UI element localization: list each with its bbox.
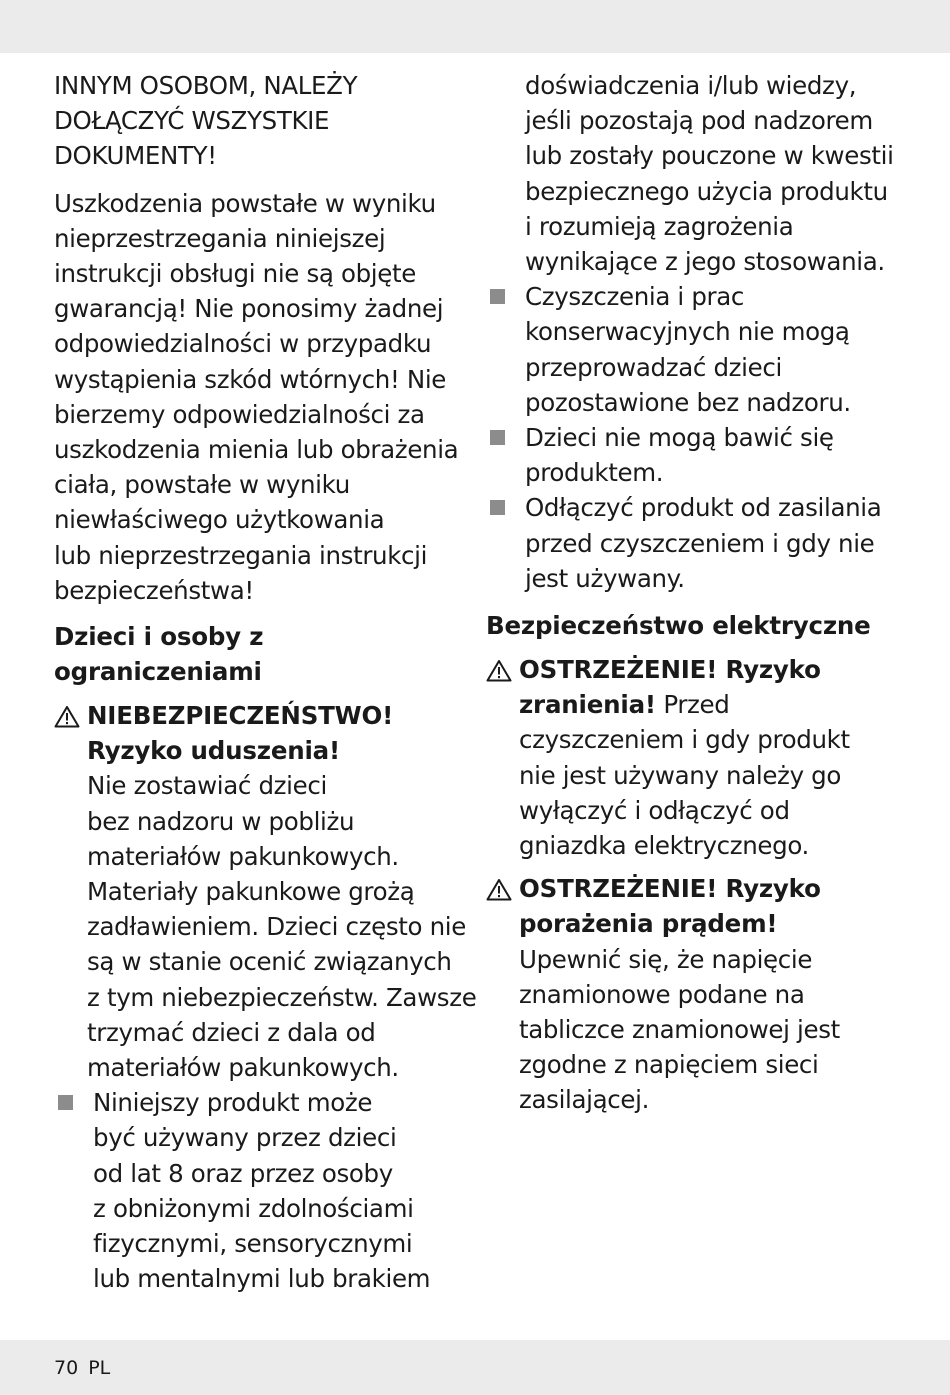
- warning-body-line: nie jest używany należy go: [519, 760, 841, 790]
- warning-title: OSTRZEŻENIE! Ryzyko: [519, 874, 821, 904]
- warning-title-line: [519, 687, 906, 722]
- warning-title: zranienia!: [519, 690, 656, 720]
- bullet-line: przed czyszczeniem i gdy nie: [525, 528, 875, 558]
- notice-line: DOKUMENTY!: [54, 141, 217, 171]
- warning-triangle-icon: [54, 705, 80, 728]
- bullet-line: lub mentalnymi lub brakiem: [93, 1264, 431, 1294]
- page-footer: [54, 1357, 110, 1379]
- danger-body-line: bez nadzoru w pobliżu: [87, 806, 355, 836]
- square-bullet-icon: [490, 430, 505, 445]
- bullet-item-usage: [54, 1085, 474, 1296]
- paragraph-line: instrukcji obsługi nie są objęte: [54, 259, 416, 289]
- paragraph-line: ciała, powstałe w wyniku: [54, 470, 350, 500]
- bullet-line: lub zostały pouczone w kwestii: [525, 141, 894, 171]
- bullet-line: od lat 8 oraz przez osoby: [93, 1158, 393, 1188]
- warning-body-line: znamionowe podane na: [519, 979, 805, 1009]
- footer-band: [0, 1340, 950, 1395]
- warning-body-line: zgodne z napięciem sieci: [519, 1050, 819, 1080]
- page-number: 70: [54, 1357, 79, 1379]
- language-code: PL: [88, 1357, 111, 1379]
- danger-title: NIEBEZPIECZEŃSTWO!: [87, 701, 394, 731]
- bullet-line: produktem.: [525, 458, 664, 488]
- header-band: [0, 0, 950, 53]
- bullet-line: fizycznymi, sensorycznymi: [93, 1229, 413, 1259]
- left-column: [54, 68, 477, 1297]
- warning-body-line: wyłączyć i odłączyć od: [519, 795, 790, 825]
- warning-triangle-icon: [486, 878, 512, 901]
- bullet-continuation: [486, 68, 906, 279]
- notice-line: INNYM OSOBOM, NALEŻY: [54, 71, 358, 100]
- bullet-line: z obniżonymi zdolnościami: [93, 1193, 414, 1223]
- notice-line: DOŁĄCZYĆ WSZYSTKIE: [54, 106, 330, 136]
- section-heading-electrical: [486, 608, 906, 643]
- square-bullet-icon: [58, 1095, 73, 1110]
- bullet-line: Dzieci nie mogą bawić się: [525, 423, 834, 453]
- warning-body-line: tabliczce znamionowej jest: [519, 1015, 840, 1045]
- heading-line: Bezpieczeństwo elektryczne: [486, 611, 871, 641]
- warning-body-line: Upewnić się, że napięcie: [519, 944, 813, 974]
- square-bullet-icon: [490, 500, 505, 515]
- danger-body-line: Nie zostawiać dzieci: [87, 771, 327, 801]
- electric-shock-warning: [486, 871, 906, 1117]
- danger-body-line: z tym niebezpieczeństw. Zawsze: [87, 982, 477, 1012]
- paragraph-line: bierzemy odpowiedzialności za: [54, 399, 425, 429]
- danger-body-line: są w stanie ocenić związanych: [87, 947, 452, 977]
- danger-body-line: trzymać dzieci z dala od: [87, 1017, 376, 1047]
- bullet-line: doświadczenia i/lub wiedzy,: [525, 71, 857, 100]
- bullet-line: wynikające z jego stosowania.: [525, 247, 885, 277]
- warning-body-start: Przed: [655, 690, 730, 720]
- paragraph-line: uszkodzenia mienia lub obrażenia: [54, 435, 459, 465]
- bullet-line: przeprowadzać dzieci: [525, 352, 782, 382]
- warning-triangle-icon: [486, 659, 512, 682]
- paragraph-line: wystąpienia szkód wtórnych! Nie: [54, 364, 447, 394]
- danger-body-line: zadławieniem. Dzieci często nie: [87, 912, 466, 942]
- bullet-item-disconnect: [486, 490, 906, 596]
- paragraph-line: bezpieczeństwa!: [54, 575, 254, 605]
- paragraph-line: nieprzestrzegania niniejszej: [54, 223, 386, 253]
- danger-body-line: materiałów pakunkowych.: [87, 1053, 399, 1083]
- paragraph-line: lub nieprzestrzegania instrukcji: [54, 540, 428, 570]
- paragraph-line: Uszkodzenia powstałe w wyniku: [54, 188, 436, 218]
- warning-body-line: czyszczeniem i gdy produkt: [519, 725, 850, 755]
- bullet-item-cleaning: [486, 279, 906, 420]
- bullet-line: być używany przez dzieci: [93, 1123, 397, 1153]
- warranty-paragraph: [54, 186, 474, 608]
- documents-notice: [54, 68, 474, 174]
- right-column: [486, 68, 906, 1118]
- heading-line: Dzieci i osoby z: [54, 622, 264, 652]
- bullet-line: Odłączyć produkt od zasilania: [525, 493, 882, 523]
- bullet-line: bezpiecznego użycia produktu: [525, 176, 888, 206]
- injury-warning: [486, 652, 906, 863]
- danger-body-line: Materiały pakunkowe grożą: [87, 877, 415, 907]
- bullet-line: jest używany.: [525, 563, 685, 593]
- paragraph-line: odpowiedzialności w przypadku: [54, 329, 432, 359]
- bullet-line: Czyszczenia i prac: [525, 282, 745, 312]
- bullet-line: konserwacyjnych nie mogą: [525, 317, 850, 347]
- paragraph-line: niewłaściwego użytkowania: [54, 505, 385, 535]
- danger-body-line: materiałów pakunkowych.: [87, 841, 399, 871]
- section-heading-children: [54, 619, 474, 689]
- bullet-line: pozostawione bez nadzoru.: [525, 387, 851, 417]
- danger-title: Ryzyko uduszenia!: [87, 736, 340, 766]
- danger-warning: [54, 698, 477, 1085]
- bullet-line: Niniejszy produkt może: [93, 1088, 373, 1118]
- bullet-line: jeśli pozostają pod nadzorem: [525, 106, 873, 136]
- square-bullet-icon: [490, 289, 505, 304]
- heading-line: ograniczeniami: [54, 657, 262, 687]
- bullet-line: i rozumieją zagrożenia: [525, 211, 794, 241]
- warning-title: OSTRZEŻENIE! Ryzyko: [519, 655, 821, 685]
- warning-body-line: zasilającej.: [519, 1085, 650, 1115]
- bullet-item-play: [486, 420, 906, 490]
- paragraph-line: gwarancją! Nie ponosimy żadnej: [54, 294, 444, 324]
- warning-title: porażenia prądem!: [519, 909, 778, 939]
- warning-body-line: gniazdka elektrycznego.: [519, 831, 809, 861]
